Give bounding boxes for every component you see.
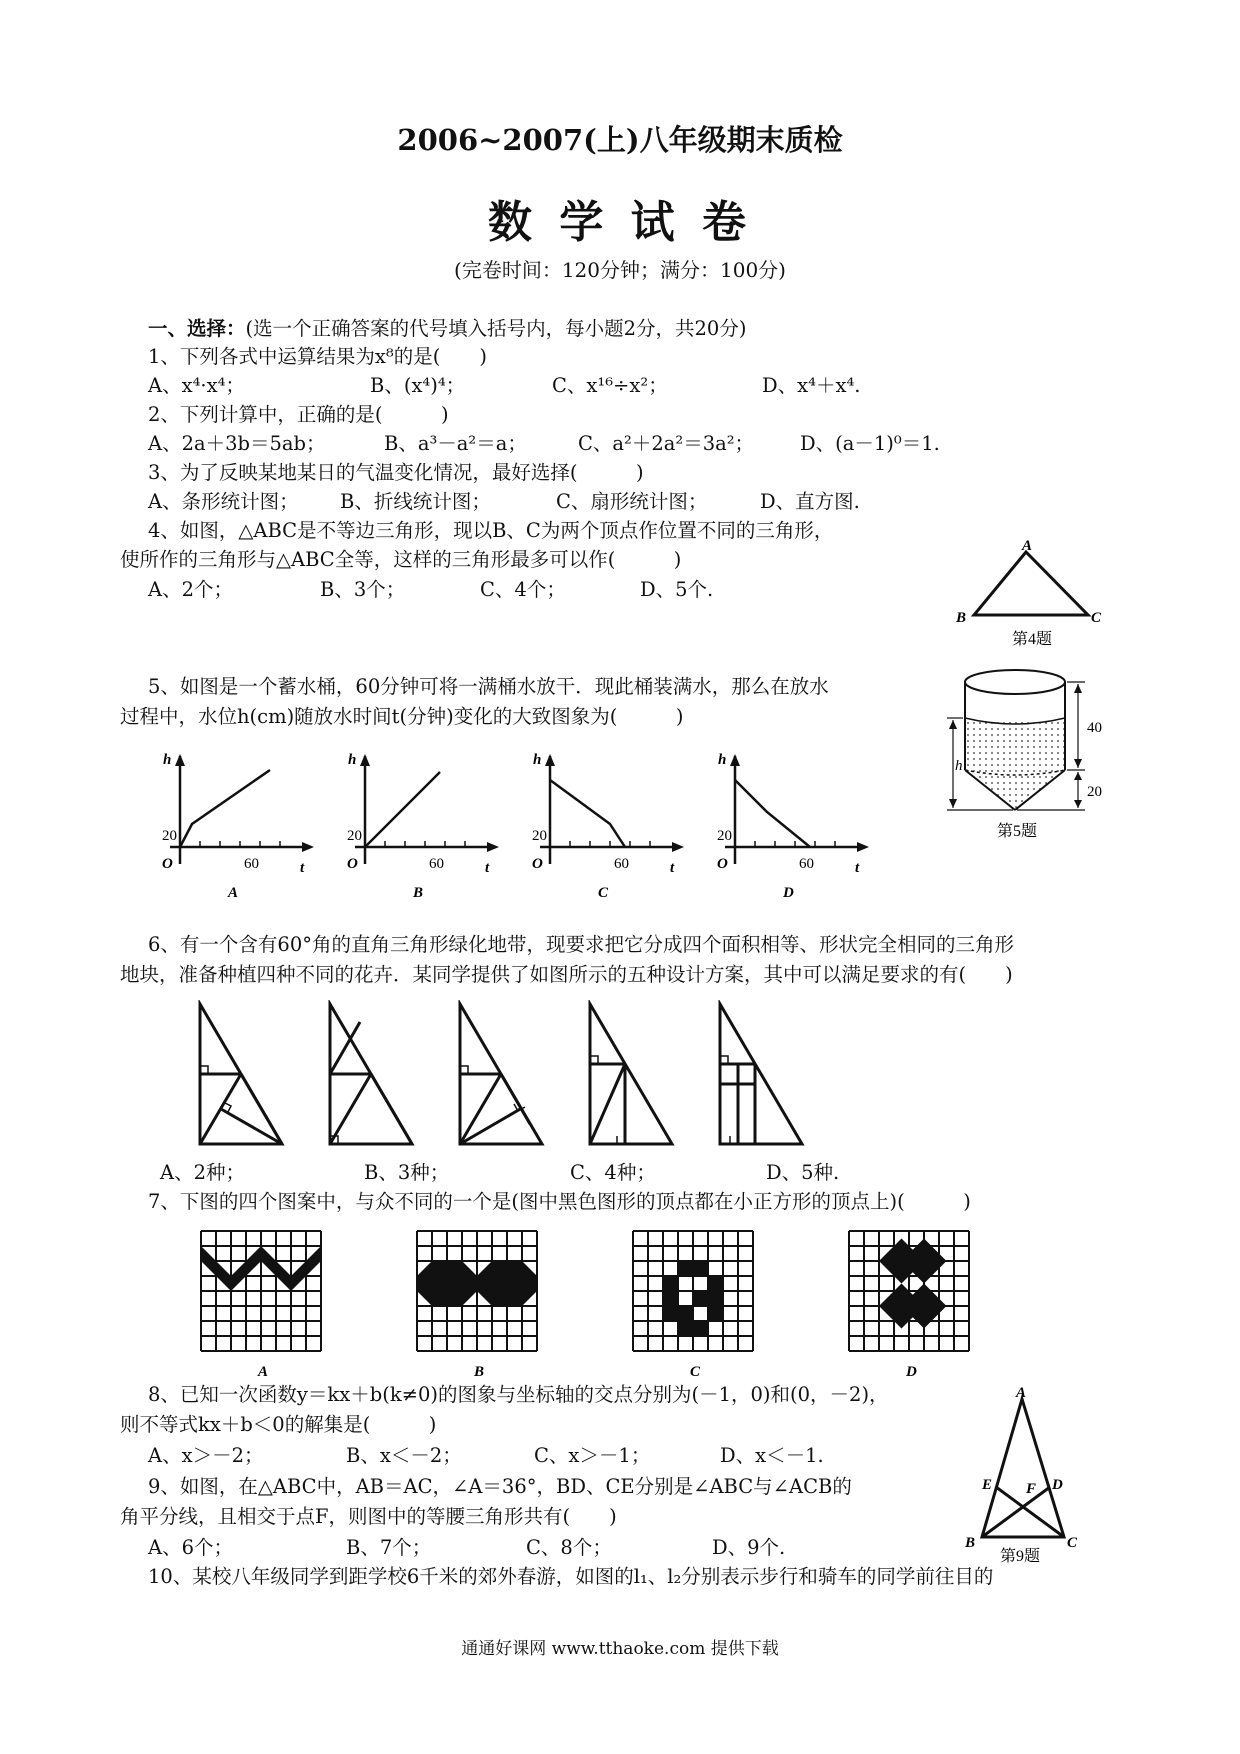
q5-stem-line2: 过程中，水位h(cm)随放水时间t(分钟)变化的大致图象为( ) <box>120 705 684 728</box>
q5-graph-label: D <box>783 885 794 901</box>
page-title: 2006~2007(上)八年级期末质检 <box>397 123 843 157</box>
q7-pattern-label: B <box>474 1364 485 1380</box>
q5-dim-bottom: 20 <box>1087 784 1102 800</box>
q8-option-b: B、x＜－2； <box>346 1444 462 1467</box>
q5-dim-h: h <box>955 758 963 774</box>
q7-pattern-b <box>412 1226 552 1386</box>
q5-axis-x-label: t <box>485 860 490 876</box>
q6-design-3 <box>460 1004 542 1144</box>
q4-option-c: C、4个； <box>480 578 566 601</box>
q5-axis-x-label: t <box>855 860 860 876</box>
q5-y-tick-label: 20 <box>162 828 177 844</box>
q5-bucket-figure <box>935 660 1125 860</box>
q4-stem-line1: 4、如图，△ABC是不等边三角形，现以B、C为两个顶点作位置不同的三角形， <box>148 519 834 542</box>
q2-option-c: C、a²＋2a²＝3a²； <box>578 432 755 455</box>
q6-option-b: B、3种； <box>364 1161 450 1184</box>
q7-pattern-a <box>196 1226 336 1386</box>
q6-design-2 <box>330 1004 412 1144</box>
q5-x-tick-label: 60 <box>429 856 444 872</box>
q5-stem-line1: 5、如图是一个蓄水桶，60分钟可将一满桶水放干．现此桶装满水，那么在放水 <box>148 675 829 698</box>
q8-stem-line2: 则不等式kx＋b＜0的解集是( ) <box>120 1413 437 1436</box>
q4-option-b: B、3个； <box>320 578 406 601</box>
q5-graph-d <box>715 752 875 902</box>
q4-label-b: B <box>956 610 967 626</box>
q9-label-d: D <box>1052 1477 1063 1493</box>
q7-pattern-c <box>628 1226 768 1386</box>
q5-axis-x-label: t <box>300 860 305 876</box>
q2-option-a: A、2a＋3b＝5ab； <box>148 432 326 455</box>
q5-dim-top: 40 <box>1087 720 1102 736</box>
q6-design-4 <box>590 1004 672 1144</box>
q7-stem: 7、下图的四个图案中，与众不同的一个是(图中黑色图形的顶点都在小正方形的顶点上)( ) <box>148 1190 971 1213</box>
q7-pattern-label: A <box>258 1364 269 1380</box>
q5-origin-label: O <box>162 856 173 872</box>
q6-option-d: D、5种. <box>766 1161 840 1184</box>
section-note: (选一个正确答案的代号填入括号内，每小题2分，共20分) <box>245 317 747 340</box>
q9-option-d: D、9个. <box>712 1536 786 1559</box>
paper-subtitle: 数 学 试 卷 <box>488 197 752 248</box>
q5-graph-curve <box>550 780 625 847</box>
q9-caption: 第9题 <box>1000 1548 1041 1565</box>
q8-stem-line1: 8、已知一次函数y＝kx＋b(k≠0)的图象与坐标轴的交点分别为(－1，0)和(0，－2)， <box>148 1383 889 1406</box>
q1-option-b: B、(x⁴)⁴； <box>370 374 466 397</box>
q1-option-a: A、x⁴·x⁴； <box>148 374 245 397</box>
q4-stem-line2: 使所作的三角形与△ABC全等，这样的三角形最多可以作( ) <box>120 548 682 571</box>
q2-option-b: B、a³－a²＝a； <box>384 432 527 455</box>
q5-origin-label: O <box>532 856 543 872</box>
q5-graph-label: C <box>598 885 609 901</box>
page-footer: 通通好课网 www.tthaoke.com 提供下载 <box>461 1639 779 1659</box>
q9-label-a: A <box>1016 1385 1027 1401</box>
q9-label-c: C <box>1067 1535 1078 1551</box>
q4-triangle-figure <box>950 538 1110 658</box>
q6-design-1 <box>200 1004 282 1144</box>
q9-label-f: F <box>1026 1481 1037 1497</box>
q4-label-a: A <box>1022 538 1033 554</box>
q9-label-e: E <box>982 1477 993 1493</box>
q1-option-d: D、x⁴＋x⁴. <box>762 374 861 397</box>
q5-axis-y-label: h <box>348 752 357 768</box>
q5-axis-x-label: t <box>670 860 675 876</box>
q3-option-b: B、折线统计图； <box>340 490 491 513</box>
q8-option-d: D、x＜－1. <box>720 1444 824 1467</box>
q3-option-c: C、扇形统计图； <box>556 490 708 513</box>
q5-graph-label: A <box>228 885 239 901</box>
q9-option-c: C、8个； <box>526 1536 612 1559</box>
q9-option-b: B、7个； <box>346 1536 432 1559</box>
q7-pattern-label: D <box>906 1364 917 1380</box>
q1-option-c: C、x¹⁶÷x²； <box>552 374 668 397</box>
q5-y-tick-label: 20 <box>717 828 732 844</box>
q5-graph-label: B <box>413 885 424 901</box>
q3-stem: 3、为了反映某地某日的气温变化情况，最好选择( ) <box>148 461 644 484</box>
q9-option-a: A、6个； <box>148 1536 233 1559</box>
q8-option-c: C、x＞－1； <box>534 1444 651 1467</box>
q5-axis-y-label: h <box>718 752 727 768</box>
q5-axis-y-label: h <box>533 752 542 768</box>
q6-design-5 <box>720 1004 802 1144</box>
q9-label-b: B <box>965 1535 976 1551</box>
q5-x-tick-label: 60 <box>614 856 629 872</box>
q9-stem-line2: 角平分线，且相交于点F，则图中的等腰三角形共有( ) <box>120 1505 617 1528</box>
section-title: 一、选择： <box>148 317 246 340</box>
q10-stem: 10、某校八年级同学到距学校6千米的郊外春游，如图的l₁、l₂分别表示步行和骑车的同学前往目的 <box>148 1565 994 1588</box>
q5-graph-curve <box>180 770 270 847</box>
q6-option-c: C、4种； <box>570 1161 656 1184</box>
q4-option-d: D、5个. <box>640 578 714 601</box>
q5-y-tick-label: 20 <box>532 828 547 844</box>
q4-option-a: A、2个； <box>148 578 233 601</box>
q5-graph-curve <box>735 780 810 847</box>
q5-origin-label: O <box>717 856 728 872</box>
q7-pattern-d <box>844 1226 984 1386</box>
q5-graph-b <box>345 752 505 902</box>
q5-axis-y-label: h <box>163 752 172 768</box>
q8-option-a: A、x＞－2； <box>148 1444 264 1467</box>
q4-label-c: C <box>1091 610 1102 626</box>
q6-triangle-designs <box>190 1000 830 1152</box>
q3-option-a: A、条形统计图； <box>148 490 299 513</box>
q7-pattern-label: C <box>690 1364 701 1380</box>
q6-stem-line2: 地块，准备种植四种不同的花卉．某同学提供了如图所示的五种设计方案，其中可以满足要求的有( ) <box>120 963 1013 986</box>
q3-option-d: D、直方图. <box>760 490 860 513</box>
q5-graph-a <box>160 752 320 902</box>
section-heading <box>148 316 746 342</box>
q5-graph-c <box>530 752 690 902</box>
q1-stem: 1、下列各式中运算结果为x⁸的是( ) <box>148 345 487 368</box>
q9-triangle-figure <box>960 1385 1110 1565</box>
q2-option-d: D、(a－1)⁰＝1. <box>800 432 940 455</box>
exam-info: (完卷时间：120分钟；满分：100分) <box>454 258 786 282</box>
q5-x-tick-label: 60 <box>799 856 814 872</box>
q5-graph-curve <box>365 772 440 847</box>
q5-caption: 第5题 <box>997 823 1038 840</box>
q5-x-tick-label: 60 <box>244 856 259 872</box>
q4-caption: 第4题 <box>1012 631 1053 648</box>
q5-origin-label: O <box>347 856 358 872</box>
q2-stem: 2、下列计算中，正确的是( ) <box>148 403 449 426</box>
q6-option-a: A、2种； <box>160 1161 245 1184</box>
q6-stem-line1: 6、有一个含有60°角的直角三角形绿化地带，现要求把它分成四个面积相等、形状完全相同的三角形 <box>148 933 1014 956</box>
q5-y-tick-label: 20 <box>347 828 362 844</box>
q9-stem-line1: 9、如图，在△ABC中，AB＝AC，∠A＝36°，BD、CE分别是∠ABC与∠ACB的 <box>148 1475 852 1498</box>
